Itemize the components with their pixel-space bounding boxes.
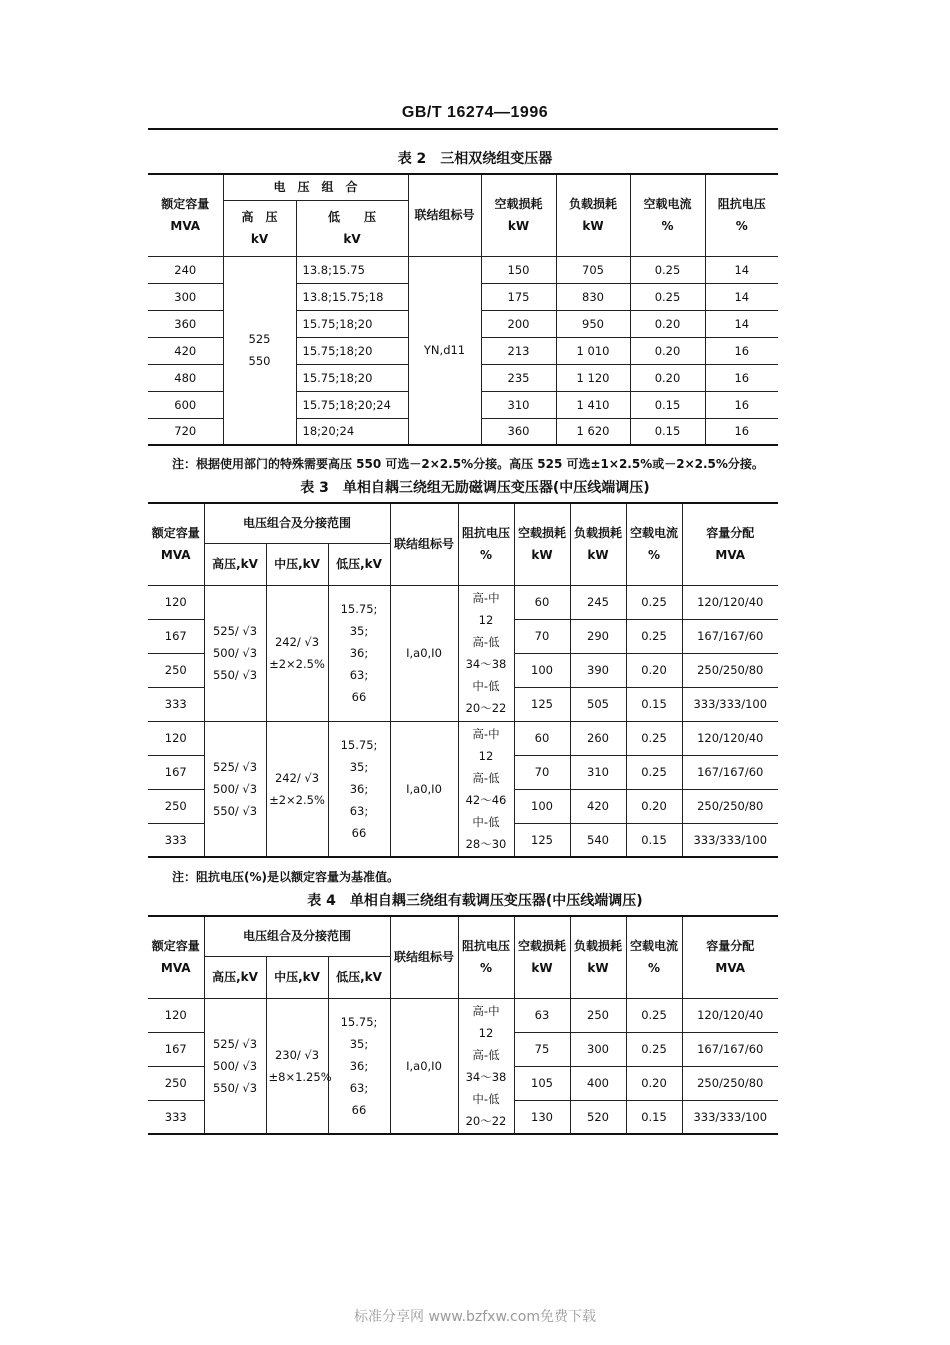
table-cell: 950 [556, 310, 630, 337]
table-cell: 0.25 [626, 721, 682, 755]
table-cell: 13.8;15.75 [296, 256, 408, 283]
table-cell: 120/120/40 [682, 585, 778, 619]
table-cell: 540 [570, 823, 626, 857]
table4-header-mid: 中压,kV [266, 956, 328, 998]
table-cell: 0.25 [630, 256, 705, 283]
header-rule [148, 128, 778, 130]
table-cell: 333 [148, 823, 204, 857]
table3-header-mid: 中压,kV [266, 543, 328, 585]
table-cell: 0.20 [626, 653, 682, 687]
table-cell: 0.25 [626, 998, 682, 1032]
table-cell: 60 [514, 585, 570, 619]
table3-header-high: 高压,kV [204, 543, 266, 585]
table-cell: 0.15 [630, 391, 705, 418]
table-cell: 720 [148, 418, 223, 445]
table4-header-no-load-loss: 空载损耗 kW [514, 916, 570, 998]
table-cell: 300 [148, 283, 223, 310]
table-cell: 520 [570, 1100, 626, 1134]
table2-caption: 表 2 三相双绕组变压器 [397, 151, 553, 167]
table3-header-impedance: 阻抗电压 % [458, 503, 514, 585]
table-cell: 167 [148, 1032, 204, 1066]
table4-caption: 表 4 单相自耦三绕组有载调压变压器(中压线端调压) [307, 893, 643, 909]
table2-header-connection: 联结组标号 [408, 174, 481, 256]
table-cell: 390 [570, 653, 626, 687]
table-cell: 15.75;18;20 [296, 337, 408, 364]
table-cell: 200 [481, 310, 556, 337]
table2-header-low: 低 压 kV [296, 200, 408, 256]
table3-group1-mid: 242/ √3 ±2×2.5% [266, 585, 328, 721]
table3 [148, 502, 778, 858]
table2-high-voltage: 525 550 [223, 256, 296, 445]
table-cell: 250 [148, 653, 204, 687]
table-cell: 1 010 [556, 337, 630, 364]
table4-mid: 230/ √3 ±8×1.25% [266, 998, 328, 1134]
table-cell: 120 [148, 721, 204, 755]
table-cell: 120 [148, 998, 204, 1032]
table4-header-voltage-group: 电压组合及分接范围 [204, 916, 390, 956]
table-cell: 0.25 [626, 755, 682, 789]
table-cell: 120/120/40 [682, 998, 778, 1032]
table-cell: 0.15 [630, 418, 705, 445]
table-cell: 70 [514, 755, 570, 789]
table4-high: 525/ √3 500/ √3 550/ √3 [204, 998, 266, 1134]
table-cell: 167 [148, 619, 204, 653]
table3-header-voltage-group: 电压组合及分接范围 [204, 503, 390, 543]
table-cell: 333 [148, 1100, 204, 1134]
table-cell: 245 [570, 585, 626, 619]
table-cell: 15.75;18;20;24 [296, 391, 408, 418]
table-cell: 1 620 [556, 418, 630, 445]
table4-header-connection: 联结组标号 [390, 916, 458, 998]
table-cell: 14 [705, 256, 778, 283]
table3-group2-high: 525/ √3 500/ √3 550/ √3 [204, 721, 266, 857]
table-cell: 400 [570, 1066, 626, 1100]
table-cell: 333/333/100 [682, 687, 778, 721]
table-cell: 310 [481, 391, 556, 418]
table-cell: 16 [705, 337, 778, 364]
table-cell: 0.25 [626, 585, 682, 619]
table-cell: 100 [514, 653, 570, 687]
table-cell: 1 410 [556, 391, 630, 418]
table-cell: 830 [556, 283, 630, 310]
table-cell: 310 [570, 755, 626, 789]
table3-header-capacity: 额定容量 MVA [148, 503, 204, 585]
table2-header-capacity: 额定容量 MVA [148, 174, 223, 256]
table-cell: 333/333/100 [682, 823, 778, 857]
table2-header-impedance: 阻抗电压 % [705, 174, 778, 256]
table4-header-load-loss: 负载损耗 kW [570, 916, 626, 998]
table-cell: 0.15 [626, 687, 682, 721]
table2-header-no-load-current: 空载电流 % [630, 174, 705, 256]
table-cell: 0.25 [630, 283, 705, 310]
table3-group1-connection: I,a0,I0 [390, 585, 458, 721]
table-cell: 14 [705, 283, 778, 310]
table-cell: 16 [705, 364, 778, 391]
table-cell: 60 [514, 721, 570, 755]
table3-group1-high: 525/ √3 500/ √3 550/ √3 [204, 585, 266, 721]
table-cell: 167/167/60 [682, 619, 778, 653]
table-cell: 420 [148, 337, 223, 364]
table3-header-load-loss: 负载损耗 kW [570, 503, 626, 585]
standard-code: GB/T 16274—1996 [401, 104, 549, 121]
table-cell: 360 [148, 310, 223, 337]
table3-group2-connection: I,a0,I0 [390, 721, 458, 857]
table4-connection: I,a0,I0 [390, 998, 458, 1134]
table-cell: 75 [514, 1032, 570, 1066]
table3-header-no-load-current: 空载电流 % [626, 503, 682, 585]
table2-header-high: 高 压 kV [223, 200, 296, 256]
table-cell: 0.20 [626, 789, 682, 823]
table-cell: 505 [570, 687, 626, 721]
table-cell: 250 [148, 789, 204, 823]
table-cell: 16 [705, 391, 778, 418]
table-cell: 235 [481, 364, 556, 391]
table3-note: 注：阻抗电压(%)是以额定容量为基准值。 [172, 870, 399, 884]
table4-header-impedance: 阻抗电压 % [458, 916, 514, 998]
table3-group1-low: 15.75; 35; 36; 63; 66 [328, 585, 390, 721]
table-cell: 150 [481, 256, 556, 283]
table4-header-high: 高压,kV [204, 956, 266, 998]
table-cell: 333 [148, 687, 204, 721]
table-cell: 705 [556, 256, 630, 283]
table-cell: 0.20 [630, 310, 705, 337]
table3-group2-impedance: 高-中 12 高-低 42～46 中-低 28～30 [458, 721, 514, 857]
table-cell: 240 [148, 256, 223, 283]
table-cell: 250/250/80 [682, 789, 778, 823]
table4-header-low: 低压,kV [328, 956, 390, 998]
table-cell: 120 [148, 585, 204, 619]
table-cell: 70 [514, 619, 570, 653]
table-cell: 63 [514, 998, 570, 1032]
table4-header-capacity: 额定容量 MVA [148, 916, 204, 998]
table2-header-voltage-group: 电 压 组 合 [223, 174, 408, 200]
table2-connection-symbol: YN,d11 [408, 256, 481, 445]
table-cell: 0.15 [626, 1100, 682, 1134]
table-cell: 105 [514, 1066, 570, 1100]
table-cell: 167/167/60 [682, 755, 778, 789]
table-cell: 250 [570, 998, 626, 1032]
table-cell: 0.20 [630, 364, 705, 391]
table-cell: 100 [514, 789, 570, 823]
table4 [148, 915, 778, 1135]
table-cell: 420 [570, 789, 626, 823]
table-cell: 167 [148, 755, 204, 789]
table-cell: 360 [481, 418, 556, 445]
table3-caption: 表 3 单相自耦三绕组无励磁调压变压器(中压线端调压) [300, 480, 650, 496]
table3-group2-mid: 242/ √3 ±2×2.5% [266, 721, 328, 857]
table-cell: 15.75;18;20 [296, 364, 408, 391]
table-cell: 175 [481, 283, 556, 310]
table-cell: 130 [514, 1100, 570, 1134]
table-cell: 250/250/80 [682, 1066, 778, 1100]
watermark: 标准分享网 www.bzfxw.com免费下载 [354, 1309, 596, 1325]
table-cell: 600 [148, 391, 223, 418]
table3-header-no-load-loss: 空载损耗 kW [514, 503, 570, 585]
table-cell: 0.20 [626, 1066, 682, 1100]
table-cell: 213 [481, 337, 556, 364]
table-cell: 14 [705, 310, 778, 337]
table-cell: 125 [514, 687, 570, 721]
table-cell: 13.8;15.75;18 [296, 283, 408, 310]
table-cell: 0.25 [626, 1032, 682, 1066]
table3-header-low: 低压,kV [328, 543, 390, 585]
table-cell: 0.25 [626, 619, 682, 653]
table2-header-no-load-loss: 空载损耗 kW [481, 174, 556, 256]
table4-header-distribution: 容量分配 MVA [682, 916, 778, 998]
table3-header-connection: 联结组标号 [390, 503, 458, 585]
table4-header-no-load-current: 空载电流 % [626, 916, 682, 998]
table-cell: 260 [570, 721, 626, 755]
table-cell: 333/333/100 [682, 1100, 778, 1134]
table-cell: 18;20;24 [296, 418, 408, 445]
table4-low: 15.75; 35; 36; 63; 66 [328, 998, 390, 1134]
table-cell: 250 [148, 1066, 204, 1100]
table-cell: 15.75;18;20 [296, 310, 408, 337]
table-cell: 125 [514, 823, 570, 857]
table-cell: 250/250/80 [682, 653, 778, 687]
table-cell: 0.15 [626, 823, 682, 857]
table-cell: 120/120/40 [682, 721, 778, 755]
table-cell: 300 [570, 1032, 626, 1066]
table-cell: 1 120 [556, 364, 630, 391]
table-cell: 0.20 [630, 337, 705, 364]
table2-note: 注：根据使用部门的特殊需要高压 550 可选－2×2.5%分接。高压 525 可选±1×2.5%或－2×2.5%分接。 [172, 457, 764, 471]
table2 [148, 173, 778, 446]
table2-header-load-loss: 负载损耗 kW [556, 174, 630, 256]
table3-group2-low: 15.75; 35; 36; 63; 66 [328, 721, 390, 857]
table-cell: 16 [705, 418, 778, 445]
table-cell: 290 [570, 619, 626, 653]
table3-header-distribution: 容量分配 MVA [682, 503, 778, 585]
table4-impedance: 高-中 12 高-低 34～38 中-低 20～22 [458, 998, 514, 1134]
table-cell: 480 [148, 364, 223, 391]
table3-group1-impedance: 高-中 12 高-低 34～38 中-低 20～22 [458, 585, 514, 721]
table-cell: 167/167/60 [682, 1032, 778, 1066]
